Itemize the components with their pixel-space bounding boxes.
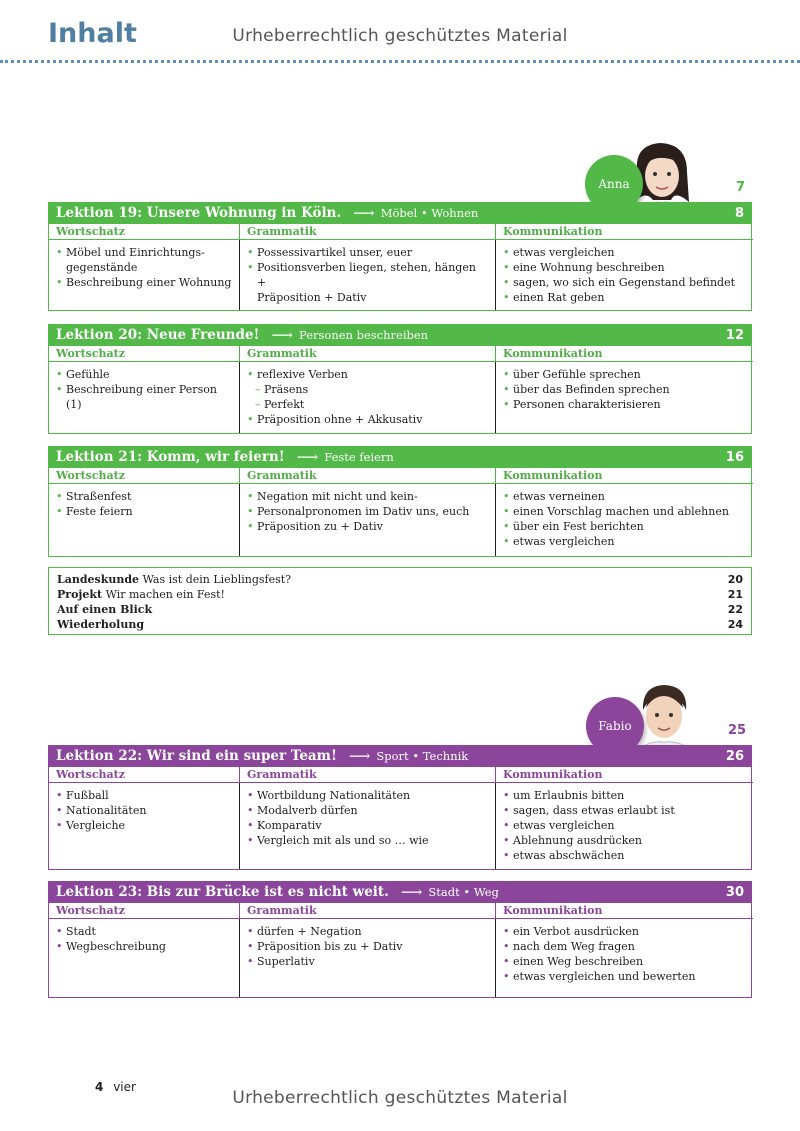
lesson-topic: Stadt • Weg [428, 885, 499, 899]
list-item: • Ablehnung ausdrücken [503, 833, 746, 848]
list-item: • Beschreibung einer Wohnung [56, 275, 232, 290]
list-item: • einen Weg beschreiben [503, 954, 746, 969]
watermark-bottom: Urheberrechtlich geschütztes Material [232, 1088, 568, 1108]
list-item: • dürfen + Negation [247, 924, 488, 939]
col-wortschatz: Wortschatz [49, 346, 240, 362]
lesson-21 [48, 446, 752, 557]
anna-name: Anna [598, 177, 630, 191]
col-wortschatz: Wortschatz [49, 903, 240, 919]
anna-page: 7 [736, 180, 746, 195]
col-grammatik: Grammatik [240, 224, 496, 240]
lesson-22 [48, 745, 752, 870]
extras-row-wiederholung[interactable] [57, 617, 743, 632]
list-item: • Präposition bis zu + Dativ [247, 939, 488, 954]
list-item: • etwas vergleichen [503, 818, 746, 833]
list-item: • Präposition ohne + Akkusativ [247, 412, 488, 427]
extras-page: 24 [727, 618, 743, 631]
list-item: • über Gefühle sprechen [503, 367, 746, 382]
list-item: • Wortbildung Nationalitäten [247, 788, 488, 803]
list-subitem: – Perfekt [247, 397, 488, 412]
lesson-22-title-bar [48, 745, 752, 767]
list-item: • über das Befinden sprechen [503, 382, 746, 397]
list-item: • sagen, dass etwas erlaubt ist [503, 803, 746, 818]
col-wortschatz: Wortschatz [49, 224, 240, 240]
list-item: • eine Wohnung beschreiben [503, 260, 746, 275]
watermark-top: Urheberrechtlich geschütztes Material [232, 26, 568, 46]
list-item: • etwas vergleichen [503, 245, 746, 260]
col-grammatik: Grammatik [240, 468, 496, 484]
page-title: Inhalt [48, 18, 137, 49]
col-grammatik: Grammatik [240, 346, 496, 362]
list-item: • Fußball [56, 788, 232, 803]
extras-page: 22 [727, 603, 743, 616]
list-item: • über ein Fest berichten [503, 519, 746, 534]
list-item: • Negation mit nicht und kein- [247, 489, 488, 504]
list-item: • Wegbeschreibung [56, 939, 232, 954]
list-item: • etwas verneinen [503, 489, 746, 504]
extras-text: Wir machen ein Fest! [105, 588, 225, 601]
list-item: • etwas vergleichen und bewerten [503, 969, 746, 984]
dotted-divider [0, 60, 800, 63]
list-item: • etwas vergleichen [503, 534, 746, 549]
list-item: • sagen, wo sich ein Gegenstand befindet [503, 275, 746, 290]
lesson-21-title-bar [48, 446, 752, 468]
lesson-topic: Personen beschreiben [298, 328, 429, 342]
footer-page-word: vier [113, 1080, 136, 1094]
list-item: • reflexive Verben [247, 367, 488, 382]
list-item: • Personalpronomen im Dativ uns, euch [247, 504, 488, 519]
list-item: • Präposition zu + Dativ [247, 519, 488, 534]
col-grammatik: Grammatik [240, 903, 496, 919]
arrow-right-icon: ⟶ [348, 747, 371, 765]
extras-page: 21 [727, 588, 743, 601]
col-kommunikation: Kommunikation [496, 767, 753, 783]
lesson-topic: Sport • Technik [376, 749, 469, 763]
lesson-title: Lektion 23: Bis zur Brücke ist es nicht weit. [56, 884, 389, 900]
lesson-topic: Möbel • Wohnen [380, 206, 479, 220]
list-item: • nach dem Weg fragen [503, 939, 746, 954]
lesson-title: Lektion 22: Wir sind ein super Team! [56, 748, 337, 764]
col-kommunikation: Kommunikation [496, 468, 753, 484]
list-item: • Feste feiern [56, 504, 232, 519]
list-item: • Beschreibung einer Person (1) [56, 382, 232, 412]
list-item: • Possessivartikel unser, euer [247, 245, 488, 260]
col-kommunikation: Kommunikation [496, 346, 753, 362]
extras-text: Was ist dein Lieblingsfest? [142, 573, 292, 586]
list-item: • einen Vorschlag machen und ablehnen [503, 504, 746, 519]
list-item: • einen Rat geben [503, 290, 746, 305]
lesson-page: 16 [725, 449, 744, 465]
arrow-right-icon: ⟶ [353, 204, 375, 222]
extras-page: 20 [727, 573, 743, 586]
list-item: • um Erlaubnis bitten [503, 788, 746, 803]
lesson-19-title-bar [48, 202, 752, 224]
lesson-title: Lektion 21: Komm, wir feiern! [56, 449, 285, 465]
col-grammatik: Grammatik [240, 767, 496, 783]
extras-label: Projekt [57, 588, 103, 601]
lesson-topic: Feste feiern [324, 450, 394, 464]
list-item-cont: Präposition + Dativ [257, 291, 367, 304]
extras-label: Auf einen Blick [57, 603, 153, 616]
lesson-page: 30 [725, 884, 744, 900]
lesson-page: 8 [734, 205, 744, 221]
extras-box [48, 567, 752, 635]
col-kommunikation: Kommunikation [496, 224, 753, 240]
col-kommunikation: Kommunikation [496, 903, 753, 919]
list-item: • etwas abschwächen [503, 848, 746, 863]
extras-label: Wiederholung [57, 618, 145, 631]
col-wortschatz: Wortschatz [49, 767, 240, 783]
fabio-page: 25 [728, 723, 747, 738]
lesson-23 [48, 881, 752, 998]
list-item: • Gefühle [56, 367, 232, 382]
list-item: • Nationalitäten [56, 803, 232, 818]
list-item-cont: gegenstände [66, 261, 138, 274]
lesson-title: Lektion 19: Unsere Wohnung in Köln. [56, 205, 342, 221]
lesson-page: 26 [725, 748, 744, 764]
lesson-20-title-bar [48, 324, 752, 346]
list-subitem: – Präsens [247, 382, 488, 397]
list-item: • Stadt [56, 924, 232, 939]
list-item: • Vergleich mit als und so … wie [247, 833, 488, 848]
fabio-name: Fabio [598, 719, 632, 733]
lesson-23-title-bar [48, 881, 752, 903]
extras-label: Landeskunde [57, 573, 140, 586]
lesson-19 [48, 202, 752, 311]
lesson-page: 12 [725, 327, 744, 343]
col-wortschatz: Wortschatz [49, 468, 240, 484]
footer-page-number: 4 [95, 1080, 104, 1094]
list-item: • Modalverb dürfen [247, 803, 488, 818]
list-item: • Vergleiche [56, 818, 232, 833]
lesson-title: Lektion 20: Neue Freunde! [56, 327, 260, 343]
list-item: • Superlativ [247, 954, 488, 969]
lesson-20 [48, 324, 752, 434]
arrow-right-icon: ⟶ [271, 326, 293, 344]
extras-row-landeskunde[interactable] [57, 572, 743, 587]
extras-row-projekt[interactable] [57, 587, 743, 602]
list-item: • Positionsverben liegen, stehen, hängen + [247, 260, 488, 290]
arrow-right-icon: ⟶ [296, 448, 319, 466]
extras-row-auf-einen-blick[interactable] [57, 602, 743, 617]
arrow-right-icon: ⟶ [400, 883, 423, 901]
list-item: • Möbel und Einrichtungs- [56, 245, 232, 260]
list-item: • ein Verbot ausdrücken [503, 924, 746, 939]
list-item: • Personen charakterisieren [503, 397, 746, 412]
list-item: • Komparativ [247, 818, 488, 833]
list-item: • Straßenfest [56, 489, 232, 504]
